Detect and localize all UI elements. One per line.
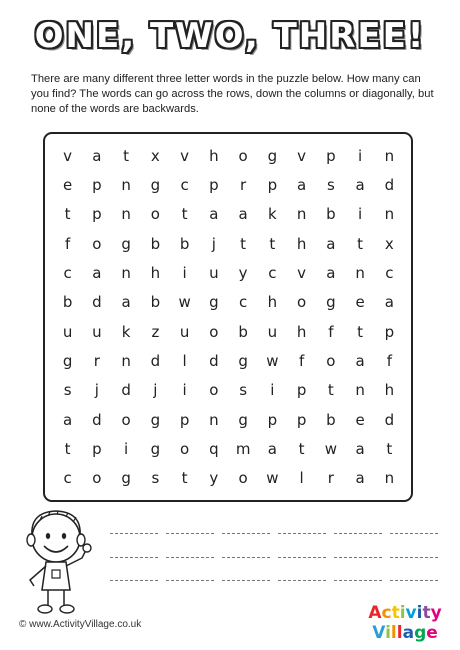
grid-letter: g — [326, 293, 336, 312]
grid-letter: j — [211, 234, 216, 253]
grid-letter: g — [150, 175, 161, 194]
grid-letter: p — [92, 439, 102, 458]
grid-letter: n — [355, 263, 365, 282]
grid-letter: c — [239, 293, 248, 312]
answer-line — [390, 567, 438, 581]
grid-letter: b — [238, 322, 248, 341]
grid-letter: g — [238, 351, 248, 370]
grid-letter: i — [182, 381, 187, 400]
grid-letter: n — [121, 175, 131, 194]
grid-letter: x — [150, 146, 160, 165]
grid-letter: a — [121, 293, 131, 312]
grid-letter: o — [209, 322, 219, 341]
grid-letter: b — [150, 234, 161, 253]
grid-letter: a — [355, 175, 365, 194]
grid-letter: h — [384, 381, 395, 400]
grid-letter: a — [238, 205, 248, 224]
grid-letter: s — [239, 381, 248, 400]
grid-letter: g — [62, 351, 73, 370]
answer-line — [222, 543, 270, 557]
grid-letter: h — [209, 146, 219, 165]
grid-letter: u — [209, 263, 219, 282]
grid-letter: b — [150, 293, 161, 312]
grid-letter: b — [326, 410, 336, 429]
grid-letter: c — [63, 469, 72, 488]
grid-letter: p — [179, 410, 190, 429]
grid-letter: t — [64, 205, 71, 224]
grid-letter: t — [327, 381, 334, 400]
grid-letter: w — [178, 293, 191, 312]
grid-letter: p — [384, 322, 395, 341]
grid-letter: a — [326, 263, 336, 282]
grid-letter: t — [240, 234, 247, 253]
grid-letter: a — [92, 263, 102, 282]
grid-letter: s — [326, 175, 335, 194]
grid-letter: p — [92, 175, 102, 194]
grid-letter: b — [326, 205, 336, 224]
grid-letter: m — [235, 439, 251, 458]
grid-letter: o — [92, 234, 102, 253]
grid-letter: t — [357, 322, 364, 341]
grid-letter: o — [92, 469, 102, 488]
grid-letter: t — [181, 205, 188, 224]
grid-letter: d — [121, 381, 131, 400]
answer-line — [278, 543, 326, 557]
grid-letter: p — [92, 205, 102, 224]
grid-letter: k — [121, 322, 131, 341]
grid-letter: r — [327, 469, 334, 488]
grid-letter: l — [299, 469, 304, 488]
grid-letter: h — [267, 293, 278, 312]
grid-letter: n — [121, 351, 131, 370]
page-title: ONE, TWO, THREE! — [34, 16, 426, 56]
grid-letter: q — [209, 439, 219, 458]
grid-letter: u — [267, 322, 278, 341]
grid-letter: a — [384, 293, 394, 312]
grid-letter: d — [150, 351, 161, 370]
answer-line — [110, 567, 158, 581]
grid-letter: v — [63, 146, 73, 165]
grid-letter: c — [180, 175, 189, 194]
grid-letter: w — [266, 469, 279, 488]
grid-letter: a — [297, 175, 307, 194]
grid-letter: n — [384, 205, 395, 224]
grid-letter: f — [386, 351, 393, 370]
grid-letter: p — [267, 410, 278, 429]
grid-letter: v — [180, 146, 190, 165]
grid-letter: w — [266, 351, 279, 370]
grid-letter: e — [63, 175, 73, 194]
grid-letter: c — [63, 263, 72, 282]
grid-letter: b — [179, 234, 190, 253]
grid-letter: t — [64, 439, 71, 458]
svg-text:Village: Village — [372, 623, 438, 643]
grid-letter: p — [296, 410, 307, 429]
grid-letter: a — [326, 234, 336, 253]
grid-letter: f — [64, 234, 71, 253]
answer-line — [110, 520, 158, 534]
answer-line — [334, 520, 382, 534]
grid-letter: j — [153, 381, 158, 400]
grid-letter: g — [238, 410, 248, 429]
grid-letter: a — [267, 439, 277, 458]
grid-letter: u — [179, 322, 190, 341]
grid-letter: i — [358, 205, 363, 224]
grid-letter: n — [121, 205, 131, 224]
grid-letter: a — [355, 439, 365, 458]
grid-letter: o — [180, 439, 190, 458]
grid-letter: c — [268, 263, 277, 282]
grid-letter: o — [209, 381, 219, 400]
cartoon-boy-illustration — [16, 506, 104, 616]
grid-letter: d — [92, 293, 102, 312]
grid-letter: f — [298, 351, 305, 370]
grid-letter: f — [328, 322, 334, 341]
answer-line — [278, 520, 326, 534]
grid-letter: d — [384, 175, 395, 194]
grid-letter: r — [240, 175, 247, 194]
grid-letter: i — [182, 263, 187, 282]
answer-line — [334, 543, 382, 557]
answer-line — [166, 543, 214, 557]
answer-line — [166, 520, 214, 534]
grid-letter: k — [268, 205, 277, 224]
grid-letter: h — [296, 234, 307, 253]
svg-text:Activity: Activity — [368, 603, 442, 623]
answer-lines — [110, 520, 438, 590]
grid-letter: g — [121, 234, 131, 253]
answer-line — [222, 520, 270, 534]
grid-letter: h — [296, 322, 307, 341]
grid-letter: c — [385, 263, 394, 282]
grid-letter: u — [62, 322, 73, 341]
grid-letter: d — [92, 410, 102, 429]
grid-letter: p — [267, 175, 278, 194]
activity-village-logo — [360, 598, 450, 646]
grid-letter: d — [384, 410, 395, 429]
grid-letter: g — [150, 410, 161, 429]
grid-letter: n — [384, 469, 395, 488]
grid-letter: y — [238, 263, 248, 282]
word-search-grid — [53, 141, 404, 493]
grid-letter: v — [297, 263, 307, 282]
grid-letter: p — [296, 381, 307, 400]
grid-letter: a — [209, 205, 219, 224]
answer-line — [390, 520, 438, 534]
instructions-text: There are many different three letter words in the puzzle below. How many can you find? The words can go across the rows, down the columns or diagonally, but none of the words are backwards. — [31, 73, 434, 115]
grid-letter: d — [209, 351, 219, 370]
grid-letter: g — [121, 469, 131, 488]
grid-letter: o — [297, 293, 307, 312]
answer-line — [278, 567, 326, 581]
grid-letter: t — [123, 146, 130, 165]
grid-letter: g — [209, 293, 219, 312]
grid-letter: i — [124, 439, 129, 458]
grid-letter: n — [384, 146, 395, 165]
grid-letter: n — [121, 263, 131, 282]
grid-letter: p — [209, 175, 219, 194]
grid-letter: a — [92, 146, 102, 165]
grid-letter: w — [324, 439, 338, 458]
grid-letter: y — [209, 469, 219, 488]
grid-letter: e — [355, 293, 365, 312]
answer-line — [166, 567, 214, 581]
grid-letter: i — [270, 381, 275, 400]
grid-letter: o — [150, 205, 160, 224]
grid-letter: z — [151, 322, 160, 341]
grid-letter: a — [355, 351, 365, 370]
copyright-text: © www.ActivityVillage.co.uk — [19, 619, 142, 630]
grid-letter: t — [298, 439, 305, 458]
grid-letter: g — [150, 439, 161, 458]
grid-letter: v — [297, 146, 307, 165]
answer-line — [222, 567, 270, 581]
grid-letter: g — [267, 146, 278, 165]
grid-letter: s — [151, 469, 160, 488]
grid-letter: t — [181, 469, 188, 488]
grid-letter: h — [150, 263, 161, 282]
grid-letter: j — [94, 381, 99, 400]
grid-letter: l — [182, 351, 187, 370]
grid-letter: n — [296, 205, 307, 224]
grid-letter: e — [355, 410, 365, 429]
grid-letter: o — [121, 410, 131, 429]
grid-letter: o — [238, 469, 248, 488]
grid-letter: r — [93, 351, 100, 370]
grid-letter: x — [384, 234, 394, 253]
grid-letter: p — [326, 146, 336, 165]
grid-letter: t — [269, 234, 276, 253]
grid-letter: o — [238, 146, 248, 165]
grid-letter: n — [209, 410, 219, 429]
grid-letter: n — [355, 381, 365, 400]
grid-letter: i — [358, 146, 363, 165]
grid-letter: b — [62, 293, 73, 312]
grid-letter: a — [355, 469, 365, 488]
answer-line — [334, 567, 382, 581]
grid-letter: a — [63, 410, 73, 429]
word-search-grid-frame — [43, 132, 413, 502]
answer-line — [390, 543, 438, 557]
grid-letter: t — [386, 439, 393, 458]
grid-letter: s — [63, 381, 72, 400]
grid-letter: t — [357, 234, 364, 253]
grid-letter: u — [92, 322, 102, 341]
grid-letter: o — [326, 351, 336, 370]
answer-line — [110, 543, 158, 557]
